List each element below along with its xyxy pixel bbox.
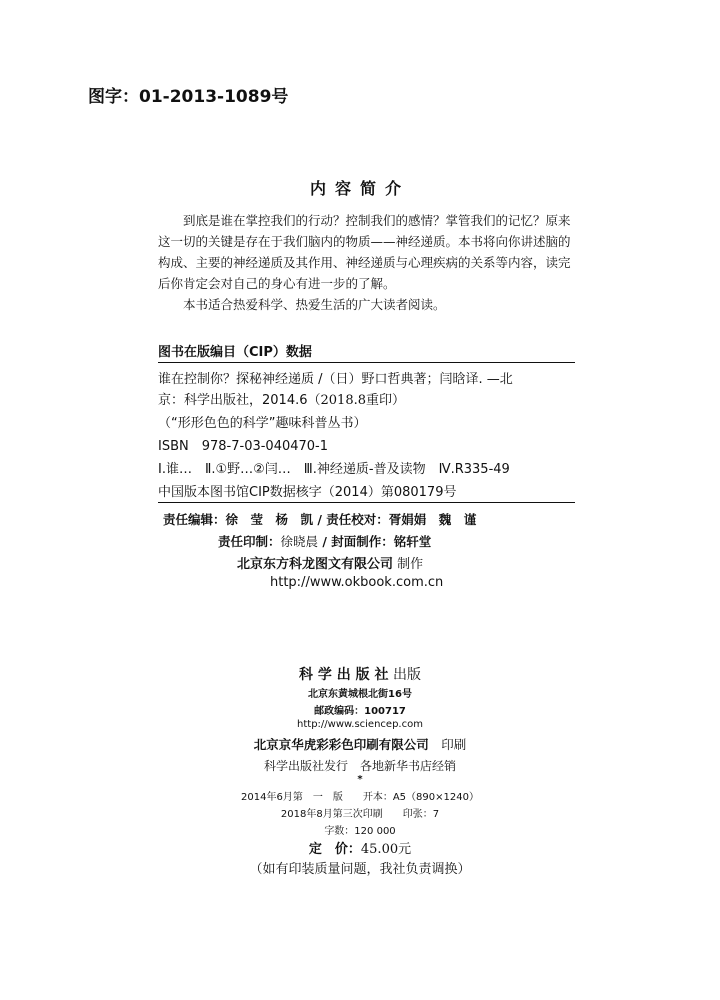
summary-paragraph: 到底是谁在掌控我们的行动？控制我们的感情？掌管我们的记忆？原来这一切的关键是存在于我们脑内的物质——神经递质。本书将向你讲述脑的构成、主要的神经递质及其作用、神经递质与心理疾病的关系等内容，读完后你肯定会对自己的身心有进一步的了解。	[158, 213, 571, 291]
print-credits	[218, 532, 431, 550]
summary-title: 内容简介	[309, 179, 410, 198]
publisher-name: 科 学 出 版 社	[299, 667, 389, 683]
price	[0, 838, 720, 857]
summary-text	[158, 210, 576, 315]
printer-name: 北京京华虎彩彩色印刷有限公司	[253, 737, 429, 752]
cover-credit: / 封面制作：铭轩堂	[318, 534, 432, 549]
distribution: 科学出版社发行 各地新华书店经销	[263, 759, 456, 773]
cip-isbn: ISBN 978-7-03-040470-1	[158, 439, 329, 454]
print-label: 责任印制：	[218, 534, 281, 549]
price-label: 定 价：	[308, 842, 361, 857]
separator: *	[357, 774, 363, 785]
cip-publication: 京：科学出版社，2014.6	[158, 393, 308, 408]
cip-record: 中国版本图书馆CIP数据核字（2014）第080179号	[158, 485, 457, 500]
postcode: 邮政编码：100717	[314, 706, 406, 717]
printer-suffix: 印刷	[428, 737, 467, 752]
quality-notice: （如有印装质量问题，我社负责调换）	[249, 862, 471, 877]
publisher-url: http://www.sciencep.com	[297, 719, 423, 730]
word-count: 字数：120 000	[324, 826, 396, 837]
editor-credits: 责任编辑：徐 莹 杨 凯 / 责任校对：胥娟娟 魏 谨	[163, 512, 477, 527]
publisher-address: 北京东黄城根北街16号	[308, 689, 412, 700]
cip-reprint: （2018.8重印）	[307, 393, 405, 408]
publisher-suffix: 出版	[388, 667, 421, 683]
print-name: 徐晓晨	[280, 534, 319, 549]
cip-top-rule	[158, 362, 575, 363]
reprint: 2018年8月第三次印刷 印张：7	[280, 809, 440, 820]
producer-suffix: 制作	[393, 557, 424, 572]
cip-line-2	[158, 389, 405, 408]
cip-classification: Ⅰ.谁… Ⅱ.①野…②闫… Ⅲ.神经递质-普及读物 Ⅳ.R335-49	[158, 462, 510, 477]
producer-name: 北京东方科龙图文有限公司	[237, 557, 394, 572]
printer-line	[0, 735, 720, 753]
cip-bottom-rule	[158, 502, 575, 503]
publisher-line	[0, 664, 720, 684]
producer	[237, 553, 423, 572]
summary-paragraph: 本书适合热爱科学、热爱生活的广大读者阅读。	[183, 297, 446, 312]
cip-line-1: 谁在控制你？探秘神经递质 /（日）野口哲典著；闫晗译. —北	[158, 372, 513, 387]
edition: 2014年6月第 一 版 开本：A5（890×1240）	[241, 792, 479, 803]
price-value: 45.00元	[360, 842, 412, 857]
cip-title: 图书在版编目（CIP）数据	[158, 345, 312, 360]
producer-url: http://www.okbook.com.cn	[270, 575, 444, 590]
permit-number: 图字：01-2013-1089号	[88, 87, 289, 107]
cip-series: （“形形色色的科学”趣味科普丛书）	[158, 416, 367, 431]
